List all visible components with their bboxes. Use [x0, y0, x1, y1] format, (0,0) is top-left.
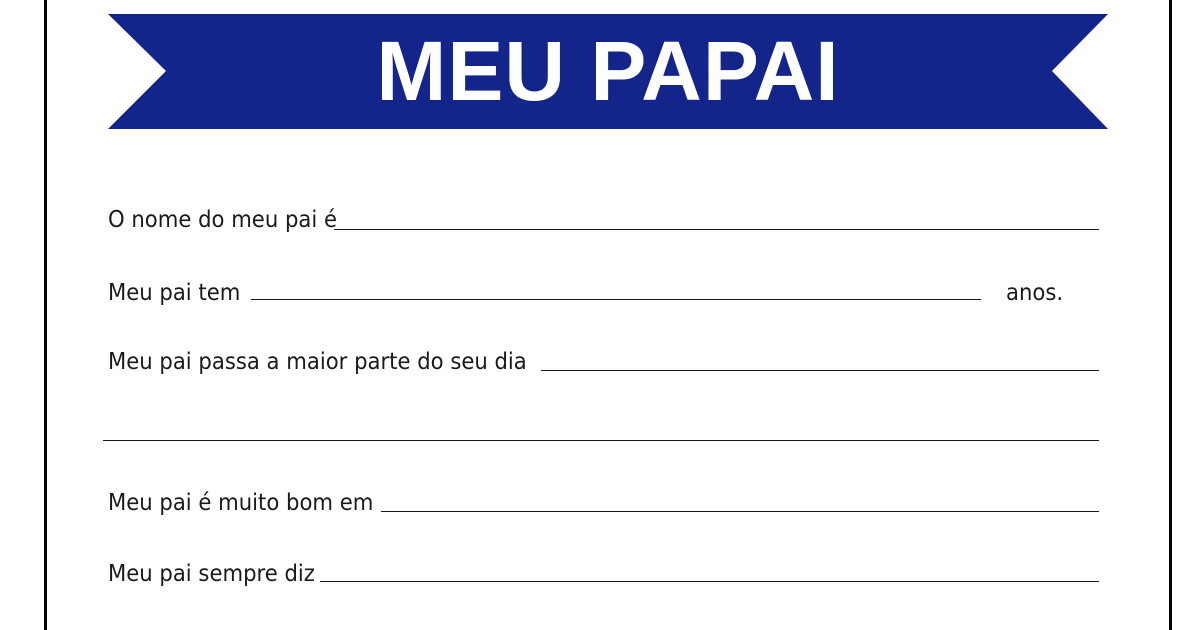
- father-age-answer-line[interactable]: [251, 299, 981, 300]
- father-day-answer-line[interactable]: [541, 370, 1099, 371]
- father-says-answer-line[interactable]: [320, 581, 1099, 582]
- page-title: MEU PAPAI: [376, 24, 840, 118]
- title-banner: [108, 14, 1108, 129]
- field-label-father-good-at: Meu pai é muito bom em: [108, 490, 374, 516]
- father-good-at-answer-line[interactable]: [381, 511, 1099, 512]
- field-label-father-age: Meu pai tem: [108, 280, 241, 306]
- page-border-right: [1169, 0, 1172, 630]
- page-border-left: [44, 0, 47, 630]
- field-suffix-years: anos.: [1006, 280, 1064, 306]
- field-label-father-day: Meu pai passa a maior parte do seu dia: [108, 349, 527, 375]
- father-name-answer-line[interactable]: [334, 229, 1099, 230]
- father-day-answer-line-continued[interactable]: [103, 440, 1099, 441]
- field-label-father-says: Meu pai sempre diz: [108, 561, 315, 587]
- field-label-father-name: O nome do meu pai é: [108, 207, 337, 233]
